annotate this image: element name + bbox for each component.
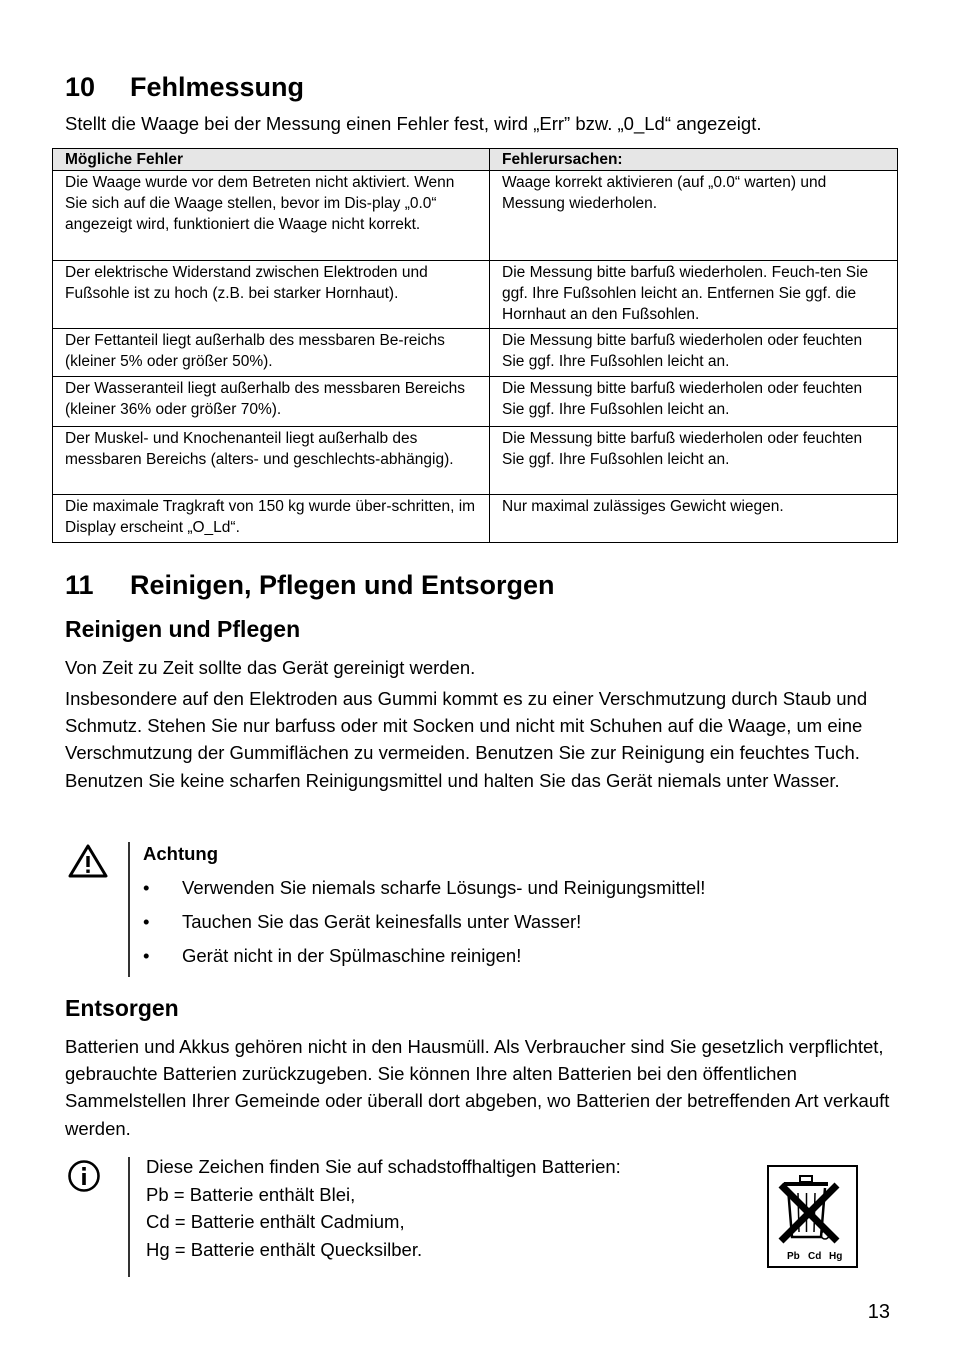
info-line: Diese Zeichen finden Sie auf schadstoffhaltigen Batterien: (146, 1156, 621, 1177)
list-item-text: Gerät nicht in der Spülmaschine reinigen! (182, 945, 522, 966)
list-item (143, 875, 705, 909)
warning-title: Achtung (143, 843, 219, 864)
table-cell-error: Die maximale Tragkraft von 150 kg wurde über-schritten, im Display erscheint „O_Ld“. (53, 495, 490, 543)
table-cell-remedy: Die Messung bitte barfuß wiederholen. Feuch-ten Sie ggf. Ihre Fußsohlen leicht an. Entfernen Sie ggf. die Hornhaut an den Fußsohlen. (490, 261, 898, 329)
section-number: 11 (65, 570, 94, 600)
info-line: Cd = Batterie enthält Cadmium, (146, 1211, 405, 1232)
table-row (53, 377, 898, 427)
subheading-cleaning: Reinigen und Pflegen (65, 616, 301, 642)
bullet: • (143, 945, 150, 966)
paragraph-disposal: Batterien und Akkus gehören nicht in den Hausmüll. Als Verbraucher sind Sie gesetzlich verpflichtet, gebrauchte Batterien zurückzugeben. Sie können Ihre alten Batterien bei den öffentlichen Sammelstellen Ihrer Gemeinde oder überall dort abgeben, wo Batterien der betreffenden Art verkauft werden. (65, 1036, 890, 1139)
header-possible-errors: Mögliche Fehler (53, 149, 490, 171)
paragraph-cleaning-intro: Von Zeit zu Zeit sollte das Gerät gereinigt werden. (65, 657, 476, 678)
table-cell-remedy: Die Messung bitte barfuß wiederholen oder feuchten Sie ggf. Ihre Fußsohlen leicht an. (490, 427, 898, 495)
warning-triangle-icon (67, 843, 109, 884)
table-cell-error: Die Waage wurde vor dem Betreten nicht aktiviert. Wenn Sie sich auf die Waage stellen, bevor im Dis-play „0.0“ angezeigt wird, funktioniert die Waage nicht korrekt. (53, 171, 490, 261)
table-cell-remedy: Nur maximal zulässiges Gewicht wiegen. (490, 495, 898, 543)
warning-list (143, 875, 705, 977)
info-divider (128, 1157, 130, 1277)
section-10-heading (65, 72, 304, 103)
info-line: Pb = Batterie enthält Blei, (146, 1183, 356, 1205)
section-title: Reinigen, Pflegen und Entsorgen (130, 570, 555, 600)
info-text (146, 1153, 621, 1263)
table-cell-remedy: Die Messung bitte barfuß wiederholen oder feuchten Sie ggf. Ihre Fußsohlen leicht an. (490, 329, 898, 377)
section-11-heading (65, 570, 555, 601)
section-number: 10 (65, 72, 96, 102)
table-cell-error: Der Fettanteil liegt außerhalb des messbaren Be-reichs (kleiner 5% oder größer 50%). (53, 329, 490, 377)
error-table (52, 148, 898, 543)
table-row (53, 427, 898, 495)
table-header-row (53, 149, 898, 171)
bullet: • (143, 877, 150, 898)
info-icon (67, 1159, 101, 1198)
table-row (53, 329, 898, 377)
warning-divider (128, 842, 130, 977)
section-title: Fehlmessung (130, 72, 305, 102)
subheading-disposal: Entsorgen (65, 995, 179, 1021)
list-item (143, 909, 705, 943)
header-error-causes: Fehlerursachen: (490, 149, 898, 171)
table-cell-error: Der elektrische Widerstand zwischen Elektroden und Fußsohle ist zu hoch (z.B. bei starker Hornhaut). (53, 261, 490, 329)
disposal-label-hg: Hg (829, 1251, 843, 1262)
table-row (53, 261, 898, 329)
disposal-label-pb: Pb (787, 1251, 800, 1262)
section-10-intro: Stellt die Waage bei der Messung einen Fehler fest, wird „Err” bzw. „0_Ld“ angezeigt. (65, 113, 762, 134)
table-cell-error: Der Wasseranteil liegt außerhalb des messbaren Bereichs (kleiner 36% oder größer 70%). (53, 377, 490, 427)
page-number: 13 (867, 1301, 890, 1323)
table-cell-error: Der Muskel- und Knochenanteil liegt außerhalb des messbaren Bereichs (alters- und geschlechts-abhängig). (53, 427, 490, 495)
table-row (53, 495, 898, 543)
list-item-text: Tauchen Sie das Gerät keinesfalls unter Wasser! (182, 911, 582, 932)
table-cell-remedy: Waage korrekt aktivieren (auf „0.0“ warten) und Messung wiederholen. (490, 171, 898, 261)
list-item (143, 943, 705, 977)
table-cell-remedy: Die Messung bitte barfuß wiederholen oder feuchten Sie ggf. Ihre Fußsohlen leicht an. (490, 377, 898, 427)
bullet: • (143, 911, 150, 932)
crossed-out-bin-icon (767, 1165, 858, 1273)
table-row (53, 171, 898, 261)
info-line: Hg = Batterie enthält Quecksilber. (146, 1238, 423, 1260)
disposal-label-cd: Cd (808, 1251, 822, 1262)
paragraph-cleaning-details: Insbesondere auf den Elektroden aus Gummi kommt es zu einer Verschmutzung durch Staub und Schmutz. Stehen Sie nur barfuss oder mit Socken und nicht mit Schuhen auf die Waage, um eine Verschmutzung der Gummiflächen zu vermeiden. Benutzen Sie zur Reinigung ein feuchtes Tuch. Benutzen Sie keine scharfen Reinigungsmittel und halten Sie das Gerät niemals unter Wasser. (65, 688, 868, 791)
list-item-text: Verwenden Sie niemals scharfe Lösungs- und Reinigungsmittel! (182, 877, 706, 898)
